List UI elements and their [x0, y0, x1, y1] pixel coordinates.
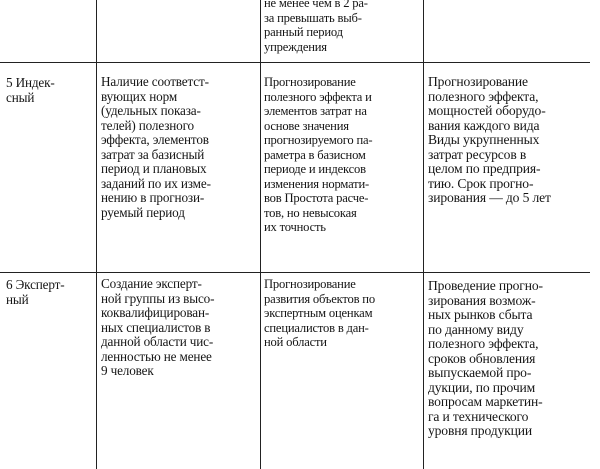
table-cell-applications: Прогнозирование полезного эффекта, мощностей оборудо- вания каждого вида Виды укрупненных затрат ресурсов в целом по предприя- тию. Срок прогно- зирования — до 5 лет	[428, 74, 551, 205]
table-row-method-name: 5 Индек- сный	[6, 75, 55, 105]
table-cell-conditions: Наличие соответст- вующих норм (удельных показа- телей) полезного эффекта, элементов затрат за базисный период и плановых заданий по их изме- нению в прогнози- руемый период	[101, 74, 211, 220]
table-row-method-name: 6 Эксперт- ный	[6, 277, 65, 307]
row-divider	[0, 272, 590, 273]
column-divider	[423, 0, 424, 469]
table-cell-tasks: Прогнозирование развития объектов по экспертным оценкам специалистов в дан- ной области	[264, 277, 375, 349]
table-cell-conditions: Создание эксперт- ной группы из высо- коквалифицирован- ных специалистов в данной области чис- ленностью не менее 9 человек	[101, 276, 215, 378]
table-cell-tasks: Прогнозирование полезного эффекта и элементов затрат на основе значения прогнозируемого па- раметра в базисном периоде и индексов изменения нормати- вов Простота расчe- тов, но невысокая их точность	[264, 75, 373, 234]
column-divider	[260, 0, 261, 469]
column-divider	[96, 0, 97, 469]
table-cell-continued: не менее чем в 2 ра- за превышать выб- ранный период упреждения	[264, 0, 368, 54]
row-divider	[0, 62, 590, 63]
table-cell-applications: Проведение прогно- зирования возмож- ных рынков сбыта по данному виду полезного эффекта, сроков обновления выпускаемой про- дукции, по прочим вопросам маркетин- га и технического уровня продукции	[428, 278, 543, 438]
